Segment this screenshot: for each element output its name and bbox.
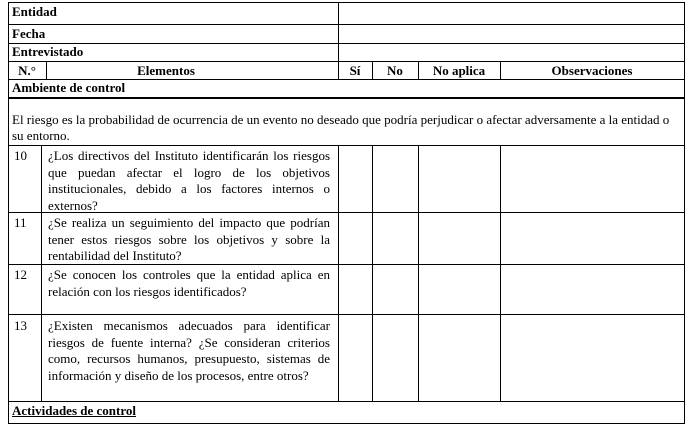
question-number-12: 12 xyxy=(14,267,27,282)
q-divider-si xyxy=(372,145,373,402)
section-control-environment: Ambiente de control xyxy=(12,80,126,95)
col-header-no: No xyxy=(387,63,403,78)
q-divider-no xyxy=(418,145,419,402)
rule-after-entrevistado xyxy=(8,61,685,62)
rule-after-q13 xyxy=(8,401,685,402)
entity-label: Entidad xyxy=(12,4,57,19)
col-header-not-applicable: No aplica xyxy=(432,63,486,78)
q-divider-num xyxy=(41,145,42,402)
date-label: Fecha xyxy=(12,26,46,41)
interviewee-label: Entrevistado xyxy=(12,44,84,59)
question-text-10: ¿Los directivos del Instituto identificarán los riesgos que puedan afectar el logro de los objetivos institucionales, debido a los factores internos o externos? xyxy=(48,148,330,213)
q-divider-noaplica xyxy=(500,145,501,402)
question-text-11: ¿Se realiza un seguimiento del impacto que podrían tener estos riesgos sobre los objetivos y sobre la rentabilidad del Instituto? xyxy=(48,215,330,263)
col-header-yes: Sí xyxy=(349,63,361,78)
rule-after-ambiente xyxy=(8,97,685,99)
question-text-12: ¿Se conocen los controles que la entidad aplica en relación con los riesgos identificados? xyxy=(48,267,330,299)
q-divider-elem xyxy=(338,145,339,402)
rule-after-entidad xyxy=(8,24,685,25)
section-control-activities: Actividades de control xyxy=(12,403,136,418)
border-top xyxy=(8,2,685,3)
border-bottom xyxy=(8,423,685,424)
question-number-11: 11 xyxy=(14,215,27,230)
question-number-13: 13 xyxy=(14,318,27,333)
rule-after-q12 xyxy=(8,314,685,315)
col-header-elements: Elementos xyxy=(137,63,195,78)
rule-after-fecha xyxy=(8,43,685,44)
question-number-10: 10 xyxy=(14,148,27,163)
rule-after-definition xyxy=(8,145,685,146)
col-header-observations: Observaciones xyxy=(551,63,633,78)
question-text-13: ¿Existen mecanismos adecuados para identificar riesgos de fuente interna? ¿Se consideran criterios como, recursos humanos, presupuesto, sistemas de información y diseño de los procesos, entre otros? xyxy=(48,318,330,383)
col-header-number: N.° xyxy=(18,63,36,78)
risk-definition: El riesgo es la probabilidad de ocurrencia de un evento no deseado que podría perjudicar o afectar adversamente a la entidad o su entorno. xyxy=(12,112,670,143)
